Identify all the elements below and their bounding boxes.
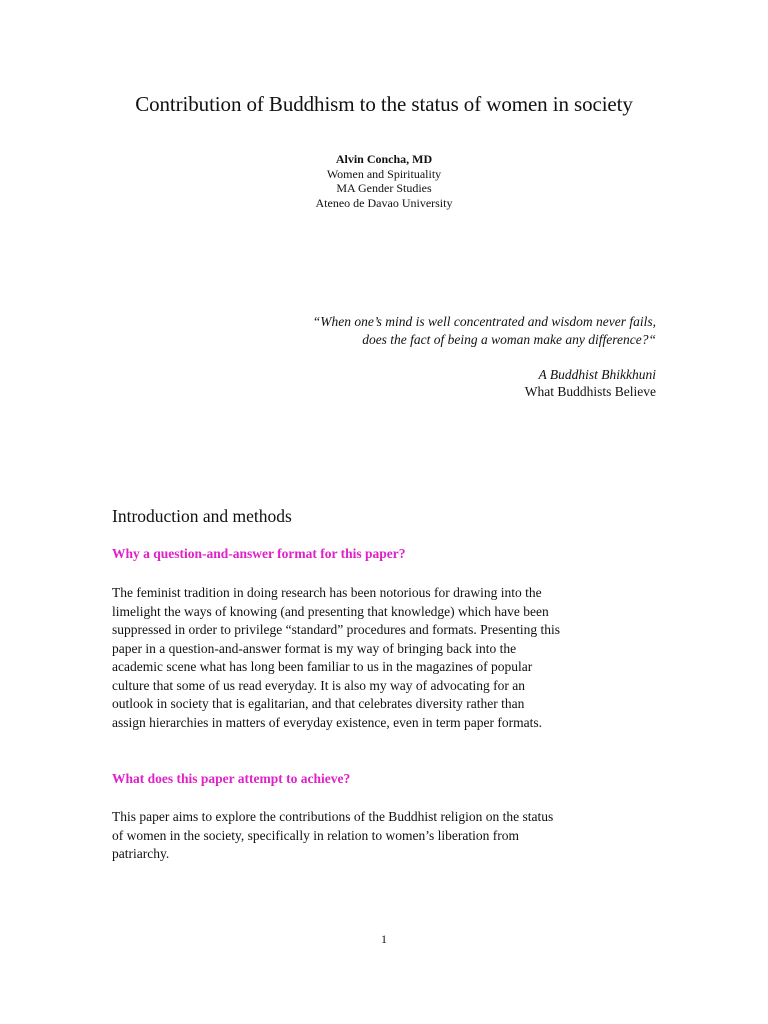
paragraph-line: assign hierarchies in matters of everyday existence, even in term paper formats. [112,714,542,730]
author-affiliation-line: Women and Spirituality [326,166,442,181]
epigraph-quote [313,313,656,349]
section-heading: Introduction and methods [112,506,292,526]
paragraph-line: outlook in society that is egalitarian, and that celebrates diversity rather than [112,696,525,711]
paragraph-line: of women in the society, specifically in relation to women’s liberation from [112,827,520,843]
author-affiliation-line: MA Gender Studies [336,181,432,195]
paragraph-line: This paper aims to explore the contributions of the Buddhist religion on the status [112,809,554,824]
epigraph-line: “When one’s mind is well concentrated and wisdom never fails, [312,314,656,329]
paragraph-line: limelight the ways of knowing (and presenting that knowledge) which have been [112,603,549,619]
paragraph-line: The feminist tradition in doing research has been notorious for drawing into the [112,585,542,600]
paragraph-line: academic scene what has long been familiar to us in the magazines of popular [112,659,533,674]
paragraph-line: paper in a question-and-answer format is my way of bringing back into the [112,640,517,656]
subheading-question-format: Why a question-and-answer format for this paper? [112,546,406,561]
paragraph-line: culture that some of us read everyday. It is also my way of advocating for an [112,677,525,693]
subheading-paper-aims: What does this paper attempt to achieve? [112,771,351,786]
paragraph-paper-aims [112,808,672,864]
attribution-author: A Buddhist Bhikkhuni [538,367,656,382]
page-number: 1 [381,932,387,946]
epigraph-line: does the fact of being a woman make any difference?“ [362,332,656,347]
author-affiliation-line: Ateneo de Davao University [315,195,453,210]
paragraph-line: patriarchy. [112,846,170,861]
paragraph-line: suppressed in order to privilege “standard” procedures and formats. Presenting this [112,622,560,637]
attribution-source: What Buddhists Believe [524,384,656,399]
epigraph-attribution [525,366,656,400]
paragraph-feminist-tradition [112,584,672,732]
page-title: Contribution of Buddhism to the status of women in society [135,92,633,116]
author-block [0,152,768,210]
author-name: Alvin Concha, MD [335,152,433,166]
